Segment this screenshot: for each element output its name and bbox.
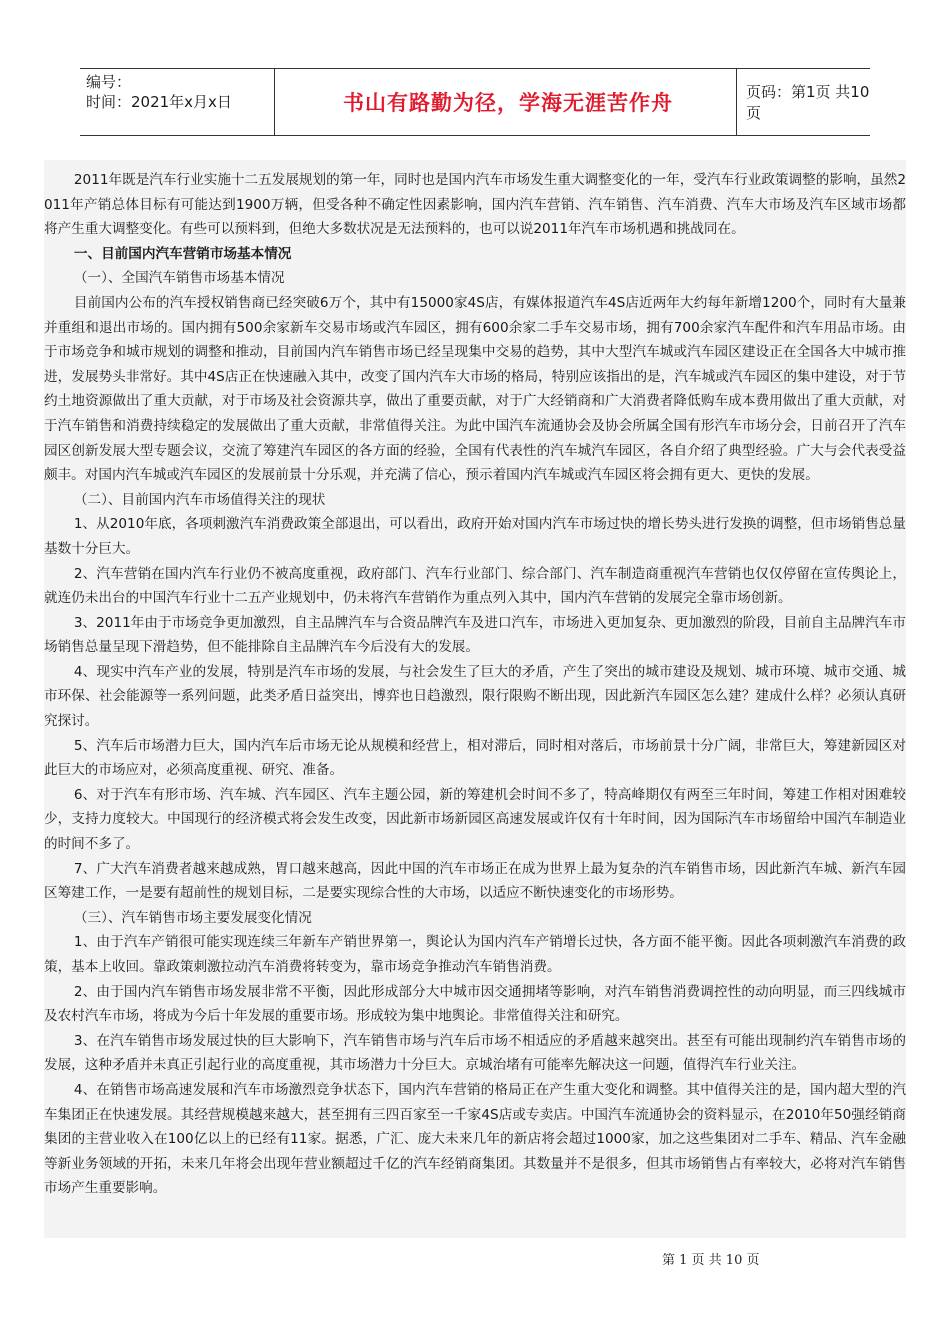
list-item: 1、由于汽车产销很可能实现连续三年新车产销世界第一，舆论认为国内汽车产销增长过快，各方面不能平衡。因此各项刺激汽车消费的政策，基本上收回。靠政策刺激拉动汽车消费将转变为，靠市场竞争推动汽车销售消费。 [44,934,906,975]
list-item: 2、由于国内汽车销售市场发展非常不平衡，因此形成部分大中城市因交通拥堵等影响，对汽车销售消费调控性的动向明显，而三四线城市及农村汽车市场，将成为今后十年发展的重要市场。形成较为集中地舆论。非常值得关注和研究。 [44,983,906,1025]
serial-number-label: 编号： [86,73,132,91]
list-item: 4、在销售市场高速发展和汽车市场激烈竞争状态下，国内汽车营销的格局正在产生重大变化和调整。其中值得关注的是，国内超大型的汽车集团正在快速发展。其经营规模越来越大，甚至拥有三四百家至一千家4S店或专卖店。中国汽车流通协会的资料显示，在2010年50强经销商集团的主营业收入在100亿以上的已经有11家。据悉，广汇、庞大未来几年的新店将会超过1000家，加之这些集团对二手车、精品、汽车金融等新业务领域的开拓，未来几年将会出现年营业额超过千亿的汽车经销商集团。其数量并不是很多，但其市场销售占有率较大，必将对汽车销售市场产生重要影响。 [44,1081,906,1197]
list-item: 1、从2010年底，各项刺激汽车消费政策全部退出，可以看出，政府开始对国内汽车市场过快的增长势头进行发换的调整，但市场销售总量基数十分巨大。 [44,516,906,557]
list-item: 4、现实中汽车产业的发展，特别是汽车市场的发展，与社会发生了巨大的矛盾，产生了突出的城市建设及规划、城市环境、城市交通、城市环保、社会能源等一系列问题，此类矛盾日益突出，博弈也日趋激烈，限行限购不断出现，因此新汽车园区怎么建？建成什么样？必须认真研究探讨。 [44,663,906,730]
document-body [44,160,906,1238]
subsection-heading: （三）、汽车销售市场主要发展变化情况 [73,909,312,926]
header-page-info: 页码：第1页 共10页 [746,83,870,122]
list-item: 7、广大汽车消费者越来越成熟，胃口越来越高，因此中国的汽车市场正在成为世界上最为复杂的汽车销售市场，因此新汽车城、新汽车园区筹建工作，一是要有超前性的规划目标，二是要实现综合性的大市场，以适应不断快速变化的市场形势。 [44,860,906,902]
header-meta [86,69,275,135]
paragraph: 目前国内公布的汽车授权销售商已经突破6万个，其中有15000家4S店，有媒体报道汽车4S店近两年大约每年新增1200个，同时有大量兼并重组和退出市场的。国内拥有500余家新车交易市场或汽车园区，拥有600余家二手车交易市场，拥有700余家汽车配件和汽车用品市场。由于市场竞争和城市规划的调整和推动，目前国内汽车销售市场已经呈现集中交易的趋势，其中大型汽车城或汽车园区建设正在全国各大中城市推进，发展势头非常好。其中4S店正在快速融入其中，改变了国内汽车大市场的格局，特别应该指出的是，汽车城或汽车园区的集中建设，对于节约土地资源做出了重大贡献，对于市场及社会资源共享，做出了重要贡献，对于广大经销商和广大消费者降低购车成本费用做出了重大贡献，对于汽车销售和消费持续稳定的发展做出了重大贡献，非常值得关注。为此中国汽车流通协会及协会所属全国有形汽车市场分会，日前召开了汽车园区创新发展大型专题会议，交流了筹建汽车园区的各方面的经验，全国有代表性的汽车城汽车园区，各自介绍了典型经验。广大与会代表受益颇丰。对国内汽车城或汽车园区的发展前景十分乐观，并充满了信心，预示着国内汽车城或汽车园区将会拥有更大、更快的发展。 [44,294,906,484]
page-footer: 第 1 页 共 10 页 [662,1253,760,1268]
list-item: 2、汽车营销在国内汽车行业仍不被高度重视，政府部门、汽车行业部门、综合部门、汽车制造商重视汽车营销也仅仅停留在宣传舆论上，就连仍未出台的中国汽车行业十二五产业规划中，仍未将汽车营销作为重点列入其中，国内汽车营销的发展完全靠市场创新。 [44,565,906,607]
header-motto-cell [280,69,737,135]
section-heading: 一、目前国内汽车营销市场基本情况 [73,245,292,262]
list-item: 5、汽车后市场潜力巨大，国内汽车后市场无论从规模和经营上，相对滞后，同时相对落后，市场前景十分广阔，非常巨大，筹建新园区对此巨大的市场应对，必须高度重视、研究、准备。 [44,737,906,779]
date-label: 时间：2021年x月x日 [86,93,232,111]
page-header [80,68,870,136]
header-motto: 书山有路勤为径，学海无涯苦作舟 [343,91,673,115]
paragraph: 2011年既是汽车行业实施十二五发展规划的第一年，同时也是国内汽车市场发生重大调整变化的一年，受汽车行业政策调整的影响，虽然2011年产销总体目标有可能达到1900万辆，但受各种不确定性因素影响，国内汽车营销、汽车销售、汽车消费、汽车大市场及汽车区域市场都将产生重大调整变化。有些可以预料到，但绝大多数状况是无法预料的，也可以说2011年汽车市场机遇和挑战同在。 [44,172,906,238]
list-item: 3、在汽车销售市场发展过快的巨大影响下，汽车销售市场与汽车后市场不相适应的矛盾越来越突出。甚至有可能出现制约汽车销售市场的发展，这种矛盾并未真正引起行业的高度重视，其市场潜力十分巨大。京城治堵有可能率先解决这一问题，值得汽车行业关注。 [44,1032,906,1074]
list-item: 3、2011年由于市场竞争更加激烈，自主品牌汽车与合资品牌汽车及进口汽车，市场进入更加复杂、更加激烈的阶段，目前自主品牌汽车市场销售总量呈现下滑趋势，但不能排除自主品牌汽车今后没有大的发展。 [44,614,906,656]
subsection-heading: （二）、目前国内汽车市场值得关注的现状 [73,491,326,508]
list-item: 6、对于汽车有形市场、汽车城、汽车园区、汽车主题公园，新的筹建机会时间不多了，特高峰期仅有两至三年时间，筹建工作相对困难较少，支持力度较大。中国现行的经济模式将会发生改变，因此新市场新园区高速发展或许仅有十年时间，因为国际汽车市场留给中国汽车制造业的时间不多了。 [44,786,906,853]
subsection-heading: （一）、全国汽车销售市场基本情况 [73,270,285,287]
